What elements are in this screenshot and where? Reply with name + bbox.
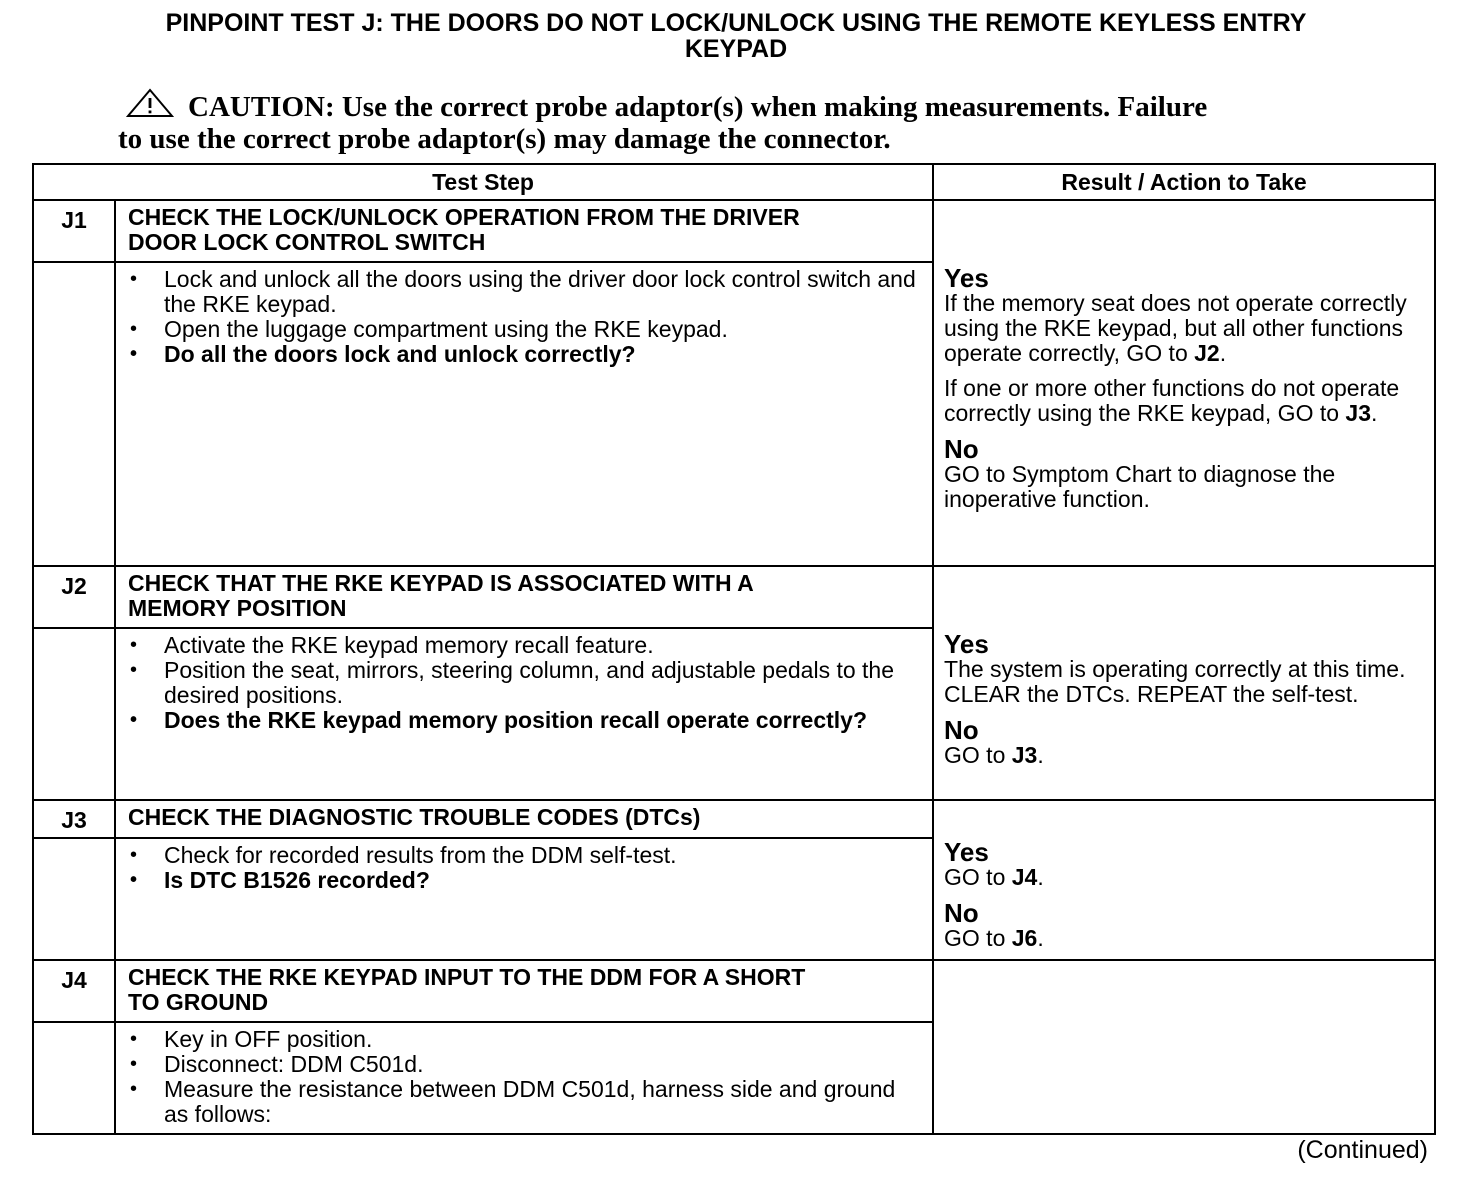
yes-action: GO to J4. xyxy=(944,864,1044,890)
yes-label: Yes xyxy=(944,263,989,293)
step-j2-heading-row xyxy=(33,566,1435,628)
no-label: No xyxy=(944,434,979,464)
warning-triangle-icon xyxy=(126,88,174,118)
step-heading xyxy=(115,566,933,628)
step-result xyxy=(933,200,1435,566)
no-action: GO to J6. xyxy=(944,925,1044,951)
caution-notice xyxy=(118,88,1338,155)
step-bullet: • Open the luggage compartment using the RKE keypad. xyxy=(128,317,922,342)
yes-step-ref: J3 xyxy=(1345,400,1372,426)
step-bullet: • Check for recorded results from the DDM self-test. xyxy=(128,843,922,868)
yes-step-ref: J2 xyxy=(1194,340,1220,366)
no-label: No xyxy=(944,898,979,928)
step-question: • Do all the doors lock and unlock correctly? xyxy=(128,342,922,367)
step-id-spacer xyxy=(33,838,115,960)
step-heading-line: TO GROUND xyxy=(128,989,269,1015)
no-action: GO to J3. xyxy=(944,742,1044,768)
step-j4-heading-row xyxy=(33,960,1435,1022)
step-id-spacer xyxy=(33,1022,115,1134)
step-body xyxy=(115,262,933,566)
step-bullet: • Disconnect: DDM C501d. xyxy=(128,1052,922,1077)
step-question: • Does the RKE keypad memory position recall operate correctly? xyxy=(128,708,922,733)
step-bullet: • Measure the resistance between DDM C501d, harness side and ground as follows: xyxy=(128,1077,922,1127)
continued-note: (Continued) xyxy=(1297,1136,1428,1164)
yes-action: If the memory seat does not operate correctly using the RKE keypad, but all other functions operate correctly, GO to J2. xyxy=(944,290,1407,366)
step-id: J3 xyxy=(33,800,115,838)
no-label: No xyxy=(944,715,979,745)
step-j1-heading-row xyxy=(33,200,1435,262)
test-step-header: Test Step xyxy=(33,164,933,200)
step-heading-line: CHECK THE RKE KEYPAD INPUT TO THE DDM FOR A SHORT xyxy=(128,964,806,990)
no-action-text: GO to xyxy=(944,925,1006,951)
caution-line-1: CAUTION: Use the correct probe adaptor(s) when making measurements. Failure xyxy=(188,91,1208,123)
title-line-2: KEYPAD xyxy=(684,35,788,63)
table-header-row xyxy=(33,164,1435,200)
no-action-text: GO to xyxy=(944,742,1006,768)
step-heading xyxy=(115,960,933,1022)
yes-label: Yes xyxy=(944,629,989,659)
yes-action-text: GO to xyxy=(944,864,1006,890)
step-body xyxy=(115,628,933,800)
step-heading xyxy=(115,200,933,262)
yes-action-text: If the memory seat does not operate correctly using the RKE keypad, but all other functions operate correctly, GO to xyxy=(944,290,1407,366)
step-id: J2 xyxy=(33,566,115,628)
no-action: GO to Symptom Chart to diagnose the inoperative function. xyxy=(944,461,1336,512)
yes-label: Yes xyxy=(944,837,989,867)
step-id-spacer xyxy=(33,628,115,800)
step-id: J1 xyxy=(33,200,115,262)
step-result xyxy=(933,566,1435,800)
step-id: J4 xyxy=(33,960,115,1022)
step-j3-heading-row xyxy=(33,800,1435,838)
step-result xyxy=(933,800,1435,960)
step-bullet: • Activate the RKE keypad memory recall feature. xyxy=(128,633,922,658)
yes-action-text: If one or more other functions do not operate correctly using the RKE keypad, GO to xyxy=(944,375,1400,426)
step-heading-line: CHECK THAT THE RKE KEYPAD IS ASSOCIATED WITH A xyxy=(128,570,754,596)
yes-action: The system is operating correctly at this time. CLEAR the DTCs. REPEAT the self-test. xyxy=(944,656,1406,707)
step-id-spacer xyxy=(33,262,115,566)
step-heading xyxy=(115,800,933,838)
step-heading-line: MEMORY POSITION xyxy=(128,595,347,621)
yes-action: If one or more other functions do not operate correctly using the RKE keypad, GO to J3. xyxy=(944,375,1400,426)
step-question: • Is DTC B1526 recorded? xyxy=(128,868,922,893)
step-result xyxy=(933,960,1435,1134)
step-bullet: • Position the seat, mirrors, steering column, and adjustable pedals to the desired positions. xyxy=(128,658,922,708)
title-line-1: PINPOINT TEST J: THE DOORS DO NOT LOCK/UNLOCK USING THE REMOTE KEYLESS ENTRY xyxy=(165,9,1307,37)
step-body xyxy=(115,1022,933,1134)
caution-line-2: to use the correct probe adaptor(s) may damage the connector. xyxy=(118,123,891,155)
no-step-ref: J3 xyxy=(1011,742,1038,768)
step-bullet: • Lock and unlock all the doors using the driver door lock control switch and the RKE keypad. xyxy=(128,267,922,317)
step-bullet: • Key in OFF position. xyxy=(128,1027,922,1052)
step-body xyxy=(115,838,933,960)
step-heading-line: CHECK THE LOCK/UNLOCK OPERATION FROM THE DRIVER xyxy=(128,204,800,230)
result-header: Result / Action to Take xyxy=(933,164,1435,200)
yes-step-ref: J4 xyxy=(1011,864,1038,890)
page-title xyxy=(0,10,1472,62)
no-step-ref: J6 xyxy=(1011,925,1038,951)
pinpoint-test-table xyxy=(32,163,1436,1135)
step-heading-line: CHECK THE DIAGNOSTIC TROUBLE CODES (DTCs) xyxy=(128,804,701,830)
step-heading-line: DOOR LOCK CONTROL SWITCH xyxy=(128,229,486,255)
